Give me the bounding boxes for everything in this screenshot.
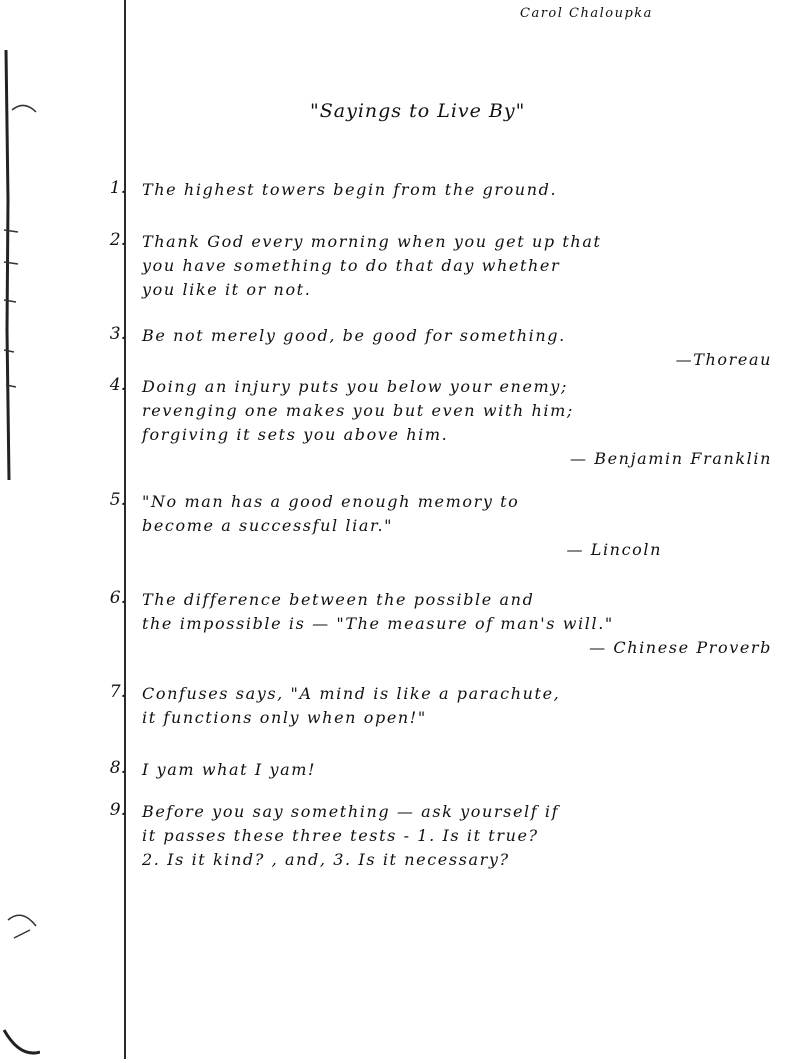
binding-edge-scribbles xyxy=(0,0,40,1059)
saying-line: Before you say something — ask yourself if xyxy=(142,802,560,821)
saying-number: 9. xyxy=(109,800,126,820)
saying-attribution: — Lincoln xyxy=(566,540,662,559)
saying-line: forgiving it sets you above him. xyxy=(142,425,449,444)
page-title: "Sayings to Live By" xyxy=(310,100,526,122)
saying-line: Be not merely good, be good for something. xyxy=(142,326,566,345)
saying-line: Thank God every morning when you get up that xyxy=(142,232,602,251)
left-edge-marks xyxy=(0,0,40,1059)
saying-line: The highest towers begin from the ground. xyxy=(142,180,558,199)
saying-line: it passes these three tests - 1. Is it true? xyxy=(142,826,539,845)
saying-number: 1. xyxy=(109,178,126,198)
saying-number: 3. xyxy=(109,324,126,344)
saying-attribution: — Benjamin Franklin xyxy=(569,449,772,468)
saying-line: you have something to do that day whether xyxy=(142,256,561,275)
saying-number: 5. xyxy=(109,490,126,510)
saying-number: 8. xyxy=(109,758,126,778)
saying-attribution: — Chinese Proverb xyxy=(589,638,772,657)
saying-line: Doing an injury puts you below your enemy; xyxy=(142,377,568,396)
saying-line: "No man has a good enough memory to xyxy=(142,492,520,511)
saying-line: the impossible is — "The measure of man's will." xyxy=(142,614,614,633)
saying-number: 2. xyxy=(109,230,126,250)
author-name: Carol Chaloupka xyxy=(520,6,653,21)
saying-line: 2. Is it kind? , and, 3. Is it necessary? xyxy=(142,850,510,869)
saying-line: I yam what I yam! xyxy=(142,760,317,779)
saying-line: The difference between the possible and xyxy=(142,590,535,609)
saying-line: become a successful liar." xyxy=(142,516,394,535)
saying-line: Confuses says, "A mind is like a parachute, xyxy=(142,684,561,703)
saying-line: revenging one makes you but even with him; xyxy=(142,401,574,420)
saying-number: 4. xyxy=(109,375,126,395)
margin-rule xyxy=(124,0,126,1059)
saying-number: 7. xyxy=(109,682,126,702)
saying-line: you like it or not. xyxy=(142,280,312,299)
saying-number: 6. xyxy=(109,588,126,608)
saying-line: it functions only when open!" xyxy=(142,708,427,727)
saying-attribution: —Thoreau xyxy=(675,350,772,369)
